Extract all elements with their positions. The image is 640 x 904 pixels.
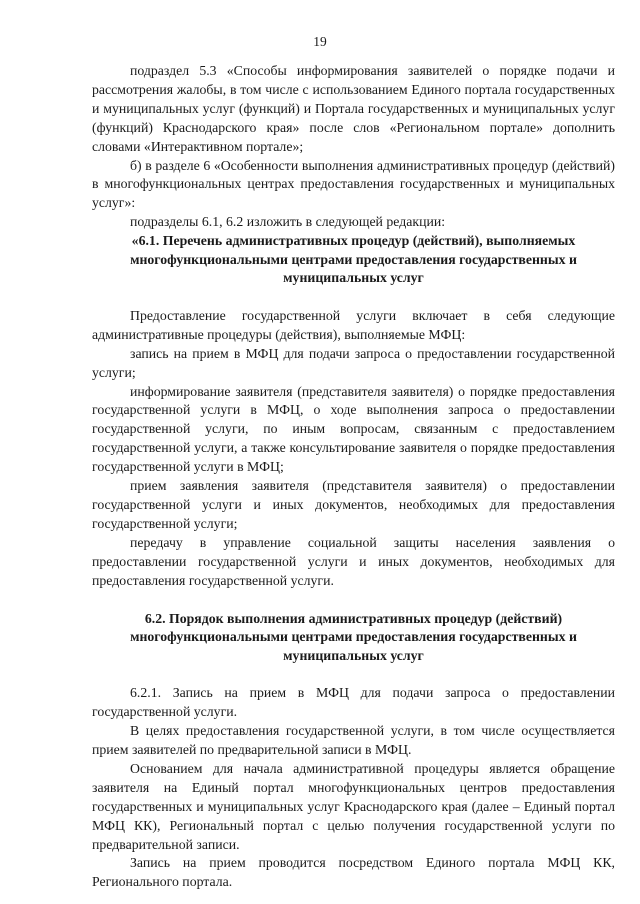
paragraph: подраздел 5.3 «Способы информирования заявителей о порядке подачи и рассмотрения жалобы, в том числе с использованием Единого портала государственных и муниципальных услуг (функций) и Портала государственных и муниципальных услуг (функций) Краснодарского края» после слов «Региональном портале» дополнить словами «Интерактивном портале»; (92, 63, 615, 154)
paragraph: Запись на прием проводится посредством Единого портала МФЦ КК, Регионального портала. (92, 855, 615, 890)
paragraph: прием заявления заявителя (представителя заявителя) о предоставлении государственной услуги и иных документов, необходимых для предоставления государственной услуги; (92, 478, 615, 531)
paragraph: б) в разделе 6 «Особенности выполнения административных процедур (действий) в многофункциональных центрах предоставления государственных и муниципальных услуг»: (92, 157, 615, 211)
paragraph: Основанием для начала административной процедуры является обращение заявителя на Единый портал многофункциональных центров предоставления государственных и муниципальных услуг Краснодарского края (далее – Единый портал МФЦ КК), Региональный портал с целью получения государственной услуги по предварительной записи. (92, 760, 615, 852)
paragraph: В целях предоставления государственной услуги, в том числе осуществляется прием заявителей по предварительной записи в МФЦ. (92, 723, 615, 758)
page-content (92, 62, 615, 892)
section-heading-6-2: 6.2. Порядок выполнения административных процедур (действий) многофункциональными центрами предоставления государственных и муниципальных услуг (130, 610, 577, 663)
paragraph: передачу в управление социальной защиты населения заявления о предоставлении государственной услуги и иных документов, необходимых для предоставления государственной услуги. (92, 534, 615, 588)
paragraph: запись на прием в МФЦ для подачи запроса о предоставлении государственной услуги; (92, 345, 615, 380)
paragraph: 6.2.1. Запись на прием в МФЦ для подачи запроса о предоставлении государственной услуги. (92, 685, 615, 720)
section-heading-6-1: «6.1. Перечень административных процедур (действий), выполняемых многофункциональными центрами предоставления государственных и муниципальных услуг (130, 233, 577, 286)
paragraph: информирование заявителя (представителя заявителя) о порядке предоставления государственной услуги в МФЦ, о ходе выполнения запроса о предоставлении государственной услуги, по иным вопросам, связанным с предоставлением государственной услуги, а также консультирование заявителя о порядке предоставления государственной услуги в МФЦ; (92, 383, 615, 475)
paragraph: Предоставление государственной услуги включает в себя следующие административные процедуры (действия), выполняемые МФЦ: (92, 307, 615, 342)
paragraph: подразделы 6.1, 6.2 изложить в следующей редакции: (130, 214, 446, 230)
page-number: 19 (313, 34, 327, 49)
